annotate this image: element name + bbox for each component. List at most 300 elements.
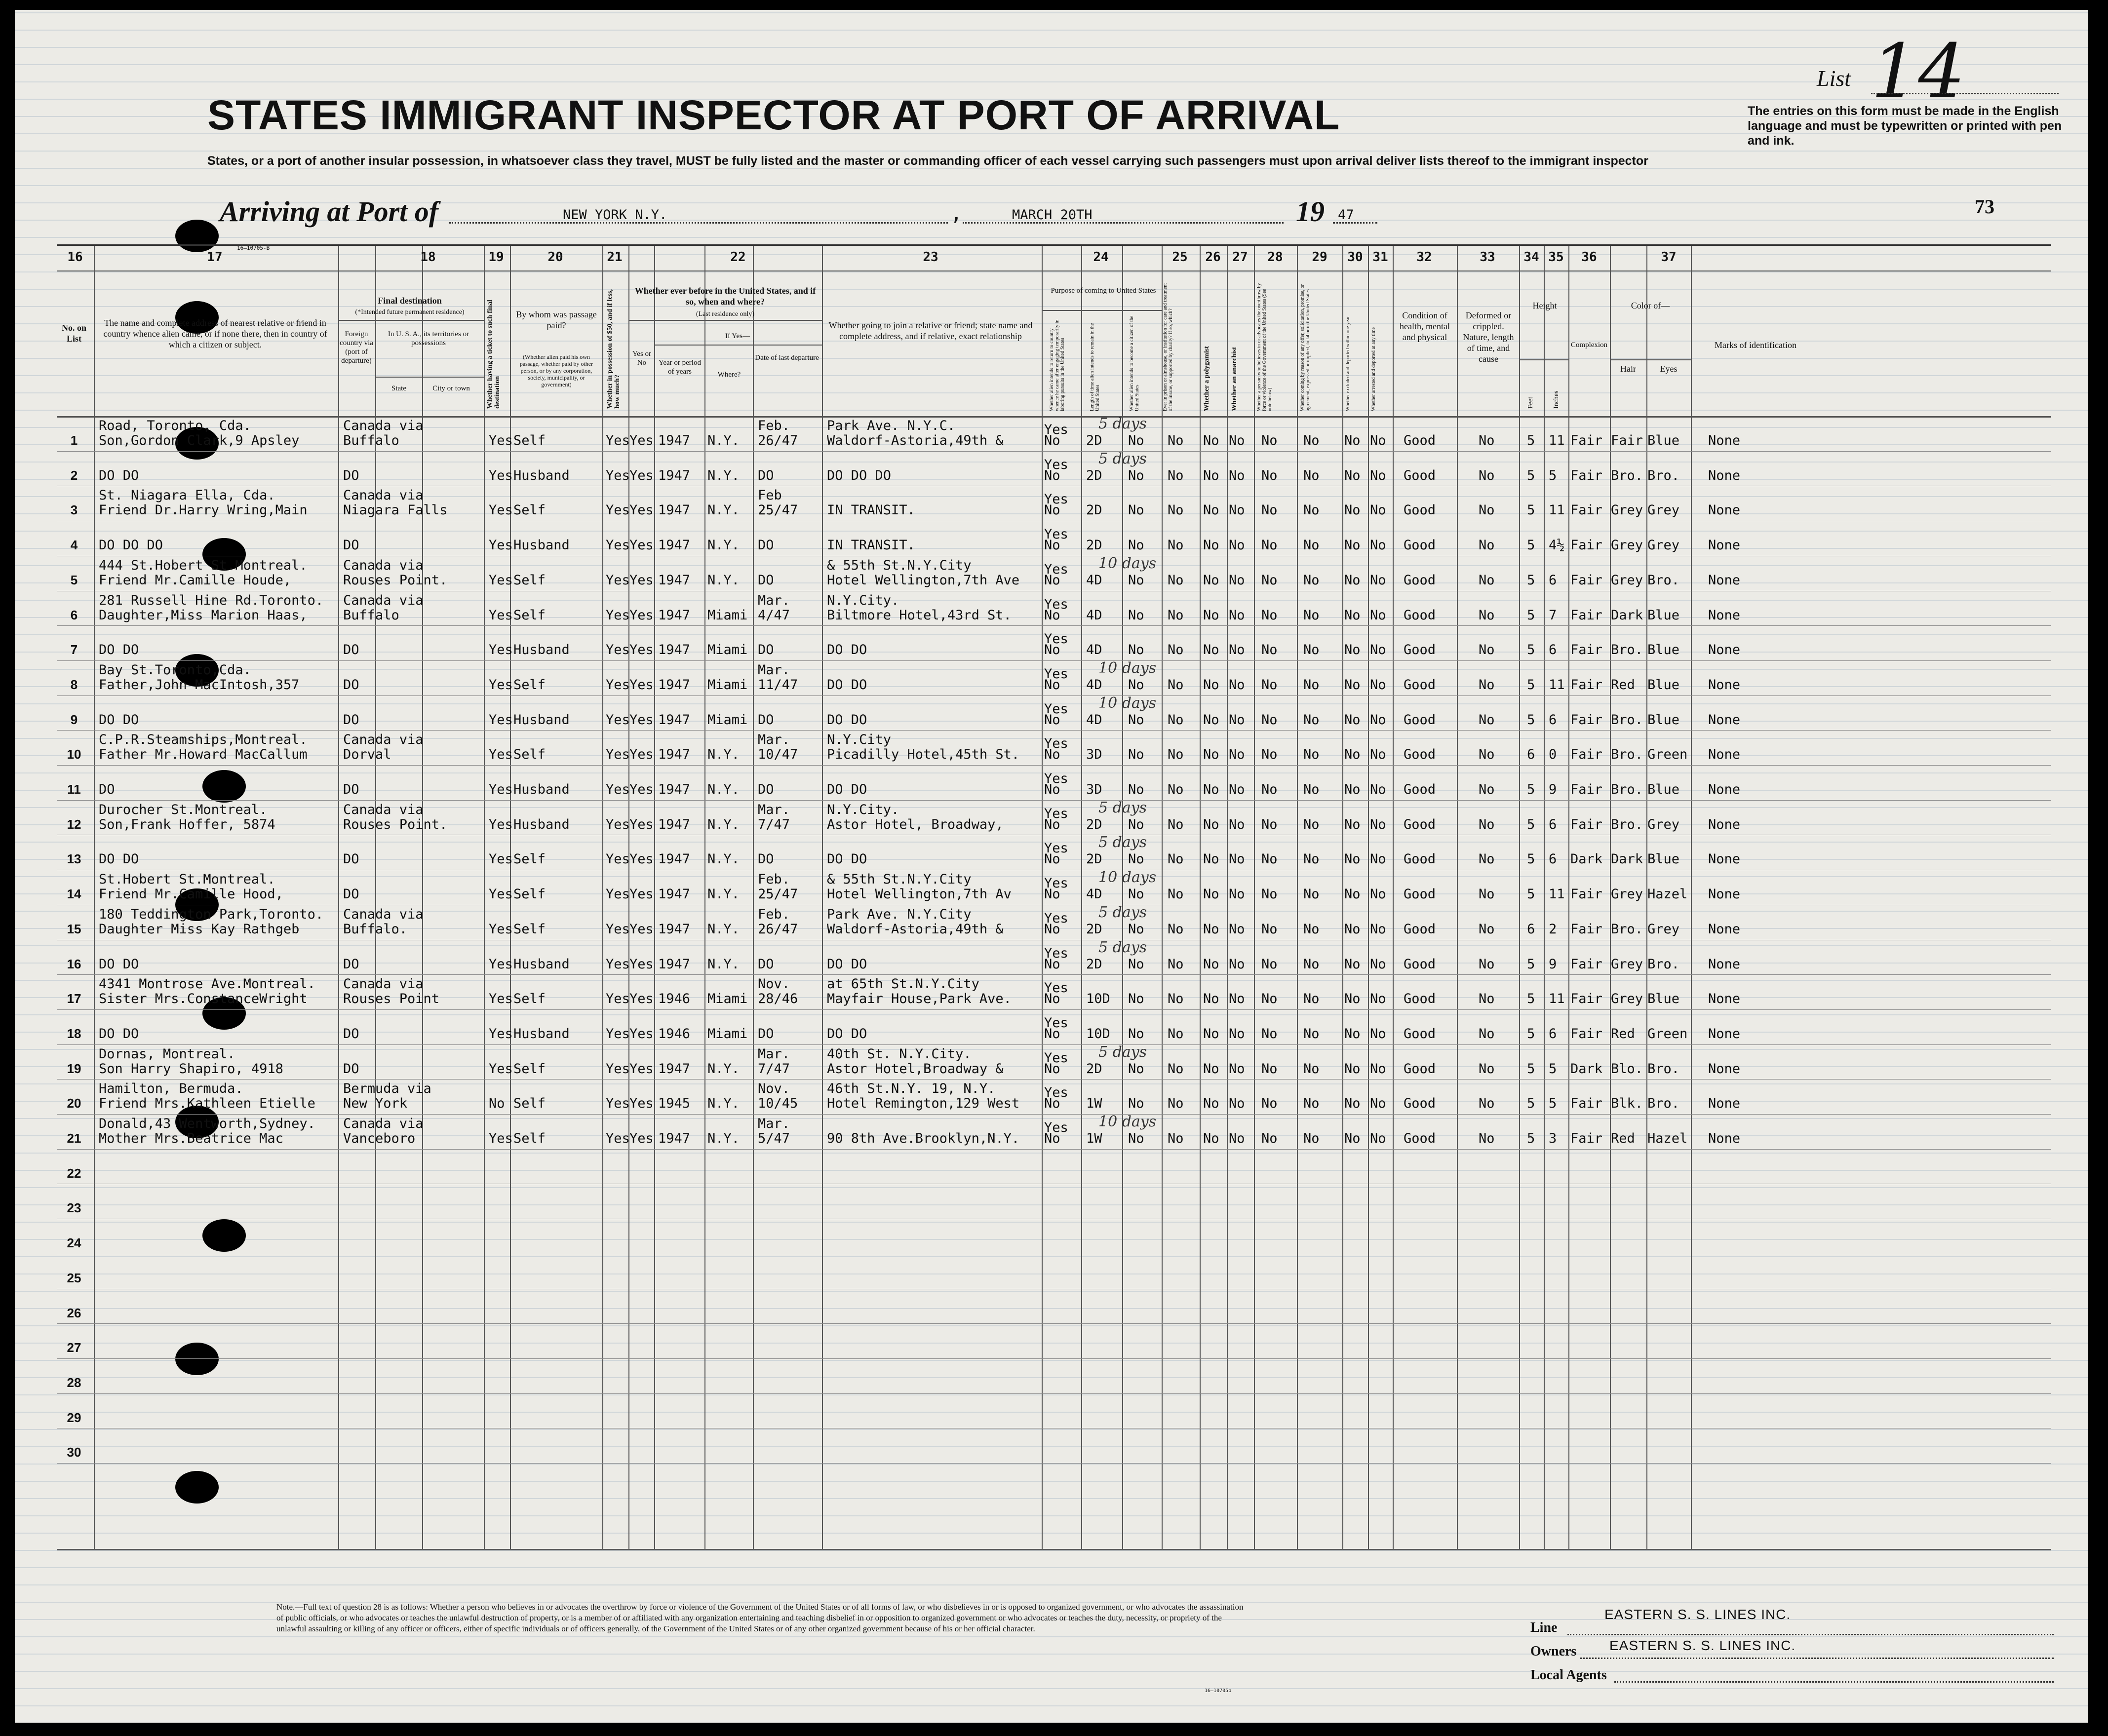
q31-cell: No bbox=[1370, 991, 1386, 1007]
prison-cell: No bbox=[1168, 433, 1184, 448]
row-rule bbox=[57, 1323, 2051, 1324]
passage-paid-cell: Self bbox=[513, 991, 546, 1007]
final-dest-port: Vanceboro bbox=[343, 1131, 416, 1146]
last-departure-month: Mar. bbox=[758, 662, 790, 678]
column-number: 27 bbox=[1232, 250, 1248, 265]
joining-name: Hotel Remington,129 West bbox=[827, 1096, 1020, 1112]
q31-cell: No bbox=[1370, 677, 1386, 693]
before-where-cell: N.Y. bbox=[707, 816, 740, 832]
column-number: 33 bbox=[1480, 250, 1495, 265]
before-year-cell: 1947 bbox=[658, 642, 691, 658]
joining-address: & 55th St.N.Y.City bbox=[827, 557, 972, 573]
relative-name: Son,Gordon Clark,9 Apsley bbox=[99, 433, 300, 448]
before-year-cell: 1946 bbox=[658, 991, 691, 1007]
prison-cell: No bbox=[1168, 712, 1184, 728]
row-number: 8 bbox=[70, 677, 78, 692]
row-rule bbox=[57, 1393, 2051, 1394]
relative-name: DO bbox=[99, 782, 115, 797]
q30-cell: No bbox=[1344, 607, 1361, 623]
row-number: 26 bbox=[67, 1305, 81, 1320]
column-number: 17 bbox=[207, 250, 223, 265]
eyes-cell: Bro. bbox=[1647, 1061, 1680, 1077]
possession-cell: Yes bbox=[606, 502, 630, 518]
complexion-cell: Fair bbox=[1570, 642, 1603, 658]
relative-name: Sister Mrs.ConstanceWright bbox=[99, 991, 308, 1007]
feet-cell: 6 bbox=[1527, 921, 1535, 937]
ticket-cell: Yes bbox=[489, 607, 513, 623]
row-number: 9 bbox=[70, 712, 78, 727]
deformed-cell: No bbox=[1479, 921, 1495, 937]
anarchist-cell: No bbox=[1229, 991, 1245, 1007]
table-row bbox=[57, 521, 2051, 556]
last-departure-date: DO bbox=[758, 467, 774, 483]
table-bottom bbox=[57, 1549, 2051, 1550]
anarchist-cell: No bbox=[1229, 677, 1245, 693]
joining-name: Hotel Wellington,7th Ave bbox=[827, 572, 1020, 588]
citizen-cell: No bbox=[1128, 607, 1144, 623]
health-cell: Good bbox=[1404, 642, 1436, 658]
prison-cell: No bbox=[1168, 502, 1184, 518]
hdr-health: Condition of health, mental and physical bbox=[1400, 310, 1450, 342]
return-cell: Yes bbox=[1044, 561, 1068, 577]
relative-name: DO DO DO bbox=[99, 538, 163, 553]
prison-cell: No bbox=[1168, 572, 1184, 588]
hdr-possession: Whether in possession of $50, and if less, how much? bbox=[606, 289, 621, 409]
return-no-cell: No bbox=[1044, 502, 1060, 518]
passage-paid-cell: Self bbox=[513, 1131, 546, 1146]
before-year-cell: 1947 bbox=[658, 887, 691, 902]
eyes-cell: Grey bbox=[1647, 921, 1680, 937]
row-number: 15 bbox=[67, 921, 81, 936]
feet-cell: 5 bbox=[1527, 642, 1535, 658]
q31-cell: No bbox=[1370, 1026, 1386, 1042]
final-dest-port: Rouses Point. bbox=[343, 816, 448, 832]
row-rule bbox=[57, 1358, 2051, 1359]
feet-cell: 5 bbox=[1527, 956, 1535, 972]
before-yes-no-cell: Yes bbox=[629, 991, 654, 1007]
marks-cell: None bbox=[1708, 1131, 1741, 1146]
before-yes-no-cell: Yes bbox=[629, 433, 654, 448]
citizen-cell: No bbox=[1128, 816, 1144, 832]
row-number: 21 bbox=[67, 1131, 81, 1146]
before-year-cell: 1947 bbox=[658, 921, 691, 937]
q30-cell: No bbox=[1344, 433, 1361, 448]
list-line bbox=[1871, 93, 2059, 94]
column-number: 19 bbox=[488, 250, 504, 265]
marks-cell: None bbox=[1708, 816, 1741, 832]
return-cell: Yes bbox=[1044, 806, 1068, 821]
complexion-cell: Dark bbox=[1570, 1061, 1603, 1077]
passage-paid-cell: Self bbox=[513, 433, 546, 448]
owners-rule bbox=[1580, 1658, 2054, 1659]
length-cell: 4D bbox=[1086, 887, 1102, 902]
hair-cell: Fair bbox=[1611, 433, 1643, 448]
hdr-purpose-return: Whether alien intends to return to country whence he came after engaging temporarily in laboring pursuits in the United States bbox=[1049, 319, 1065, 411]
question-28-note: Note.—Full text of question 28 is as follows: Whether a person who believes in or advocates the overthrow by force or violence of the Government of the United States or of all forms of law, or who disbelieves in or is opposed to organized government, or who advocates the assassination of public officials, or who advocates or teaches the unlawful destruction of property, or is a member of or affiliated with any organization entertaining and teaching disbelief in or opposition to organized government or who advocates or teaches the duty, necessity, or propriety of the unlawful assaulting or killing of any officer or officers, either of specific individuals or of officers generally, of the Government of the United States or of any other organized government because of his or her official character. bbox=[276, 1602, 1244, 1633]
q28-cell: No bbox=[1261, 782, 1278, 797]
manifest-table bbox=[57, 244, 2051, 1549]
joining-name: DO DO bbox=[827, 956, 867, 972]
deformed-cell: No bbox=[1479, 538, 1495, 553]
anarchist-cell: No bbox=[1229, 956, 1245, 972]
before-yes-no-cell: Yes bbox=[629, 712, 654, 728]
q30-cell: No bbox=[1344, 467, 1361, 483]
hdr-relative: The name and complete address of nearest relative or friend in country whence alien came, or if none there, then in country of which a citizen or subject. bbox=[103, 318, 327, 349]
health-cell: Good bbox=[1404, 607, 1436, 623]
relative-name: Father Mr.Howard MacCallum bbox=[99, 747, 308, 763]
before-year-cell: 1947 bbox=[658, 502, 691, 518]
instruction-note: The entries on this form must be made in the English language and must be typewritten or printed with pen and ink. bbox=[1748, 104, 2062, 148]
before-year-cell: 1947 bbox=[658, 747, 691, 763]
hair-cell: Bro. bbox=[1611, 921, 1643, 937]
eyes-cell: Bro. bbox=[1647, 572, 1680, 588]
return-no-cell: No bbox=[1044, 467, 1060, 483]
line-value-top: EASTERN S. S. LINES INC. bbox=[1604, 1607, 1791, 1622]
q28-cell: No bbox=[1261, 851, 1278, 867]
feet-cell: 5 bbox=[1527, 538, 1535, 553]
row-number: 12 bbox=[67, 816, 81, 832]
marks-cell: None bbox=[1708, 467, 1741, 483]
anarchist-cell: No bbox=[1229, 887, 1245, 902]
return-cell: Yes bbox=[1044, 1085, 1068, 1101]
hair-cell: Bro. bbox=[1611, 816, 1643, 832]
anarchist-cell: No bbox=[1229, 467, 1245, 483]
relative-address: St. Niagara Ella, Cda. bbox=[99, 488, 275, 503]
possession-cell: Yes bbox=[606, 712, 630, 728]
relative-name: Daughter,Miss Marion Haas, bbox=[99, 607, 308, 623]
marks-cell: None bbox=[1708, 607, 1741, 623]
eyes-cell: Grey bbox=[1647, 816, 1680, 832]
return-no-cell: No bbox=[1044, 956, 1060, 972]
q29-cell: No bbox=[1303, 538, 1320, 553]
return-cell: Yes bbox=[1044, 736, 1068, 752]
column-number: 24 bbox=[1093, 250, 1109, 265]
joining-name: Biltmore Hotel,43rd St. bbox=[827, 607, 1012, 623]
hdr-passage-sub: (Whether alien paid his own passage, whether paid by other person, or by any corporation, society, municipality, or government) bbox=[519, 353, 593, 388]
last-departure-date: DO bbox=[758, 642, 774, 658]
q31-cell: No bbox=[1370, 816, 1386, 832]
before-yes-no-cell: Yes bbox=[629, 467, 654, 483]
q29-cell: No bbox=[1303, 887, 1320, 902]
health-cell: Good bbox=[1404, 1026, 1436, 1042]
q28-cell: No bbox=[1261, 1026, 1278, 1042]
ticket-cell: Yes bbox=[489, 502, 513, 518]
final-dest-port: Dorval bbox=[343, 747, 391, 763]
hdr-q31: Whether arrested and deported at any time bbox=[1371, 327, 1376, 411]
page-title: STATES IMMIGRANT INSPECTOR AT PORT OF ARRIVAL bbox=[207, 92, 1340, 138]
passage-paid-cell: Husband bbox=[513, 956, 570, 972]
health-cell: Good bbox=[1404, 782, 1436, 797]
before-year-cell: 1945 bbox=[658, 1096, 691, 1112]
complexion-cell: Fair bbox=[1570, 467, 1603, 483]
deformed-cell: No bbox=[1479, 642, 1495, 658]
table-row bbox=[57, 1079, 2051, 1114]
before-where-cell: N.Y. bbox=[707, 1096, 740, 1112]
subheader-rule bbox=[1610, 359, 1691, 360]
length-cell: 1W bbox=[1086, 1096, 1102, 1112]
complexion-cell: Fair bbox=[1570, 572, 1603, 588]
length-handwritten: 10 days bbox=[1098, 694, 1157, 712]
hdr-if-yes: If Yes— bbox=[725, 332, 750, 340]
ticket-cell: Yes bbox=[489, 467, 513, 483]
feet-cell: 5 bbox=[1527, 887, 1535, 902]
before-year-cell: 1947 bbox=[658, 1131, 691, 1146]
anarchist-cell: No bbox=[1229, 538, 1245, 553]
complexion-cell: Fair bbox=[1570, 502, 1603, 518]
citizen-cell: No bbox=[1128, 1096, 1144, 1112]
return-no-cell: No bbox=[1044, 747, 1060, 763]
q28-cell: No bbox=[1261, 991, 1278, 1007]
final-dest-via: Canada via bbox=[343, 802, 424, 817]
eyes-cell: Bro. bbox=[1647, 956, 1680, 972]
q28-cell: No bbox=[1261, 502, 1278, 518]
row-number: 25 bbox=[67, 1270, 81, 1285]
possession-cell: Yes bbox=[606, 1131, 630, 1146]
subheader-rule bbox=[375, 377, 484, 378]
hdr-inches: Inches bbox=[1553, 390, 1560, 409]
feet-cell: 5 bbox=[1527, 1026, 1535, 1042]
ticket-cell: Yes bbox=[489, 1131, 513, 1146]
joining-address: N.Y.City bbox=[827, 732, 892, 748]
final-dest-port: Niagara Falls bbox=[343, 502, 448, 518]
q31-cell: No bbox=[1370, 572, 1386, 588]
arriving-label: Arriving at Port of bbox=[220, 195, 439, 228]
table-row bbox=[57, 905, 2051, 940]
citizen-cell: No bbox=[1128, 467, 1144, 483]
table-row bbox=[57, 870, 2051, 905]
joining-name: DO DO bbox=[827, 712, 867, 728]
marks-cell: None bbox=[1708, 538, 1741, 553]
anarchist-cell: No bbox=[1229, 642, 1245, 658]
joining-name: DO DO bbox=[827, 1026, 867, 1042]
relative-name: Mother Mrs.Beatrice Mac bbox=[99, 1131, 283, 1146]
q30-cell: No bbox=[1344, 887, 1361, 902]
row-number: 5 bbox=[70, 572, 78, 587]
relative-name: DO DO bbox=[99, 642, 139, 658]
citizen-cell: No bbox=[1128, 956, 1144, 972]
last-departure-date: 4/47 bbox=[758, 607, 790, 623]
column-number: 20 bbox=[547, 250, 563, 265]
row-rule bbox=[57, 1463, 2051, 1464]
return-cell: Yes bbox=[1044, 631, 1068, 647]
return-no-cell: No bbox=[1044, 887, 1060, 902]
relative-address: C.P.R.Steamships,Montreal. bbox=[99, 732, 308, 748]
possession-cell: Yes bbox=[606, 538, 630, 553]
page-number: 73 bbox=[1975, 195, 1994, 218]
hair-cell: Dark bbox=[1611, 851, 1643, 867]
citizen-cell: No bbox=[1128, 887, 1144, 902]
polygamist-cell: No bbox=[1203, 712, 1219, 728]
q29-cell: No bbox=[1303, 433, 1320, 448]
q31-cell: No bbox=[1370, 1061, 1386, 1077]
length-cell: 4D bbox=[1086, 642, 1102, 658]
health-cell: Good bbox=[1404, 1131, 1436, 1146]
passage-paid-cell: Husband bbox=[513, 467, 570, 483]
relative-address: 180 Teddington Park,Toronto. bbox=[99, 906, 324, 922]
relative-name: Son,Frank Hoffer, 5874 bbox=[99, 816, 275, 832]
relative-address: Bay St.Toronto,Cda. bbox=[99, 662, 251, 678]
polygamist-cell: No bbox=[1203, 467, 1219, 483]
health-cell: Good bbox=[1404, 991, 1436, 1007]
length-cell: 2D bbox=[1086, 851, 1102, 867]
ticket-cell: Yes bbox=[489, 747, 513, 763]
before-where-cell: Miami bbox=[707, 1026, 748, 1042]
relative-name: DO DO bbox=[99, 956, 139, 972]
health-cell: Good bbox=[1404, 502, 1436, 518]
final-dest-port: DO bbox=[343, 887, 359, 902]
q28-cell: No bbox=[1261, 677, 1278, 693]
joining-name: Astor Hotel, Broadway, bbox=[827, 816, 1004, 832]
subheader-rule bbox=[628, 320, 822, 321]
year-suffix: 47 bbox=[1338, 207, 1354, 223]
length-handwritten: 10 days bbox=[1098, 869, 1157, 887]
marks-cell: None bbox=[1708, 956, 1741, 972]
marks-cell: None bbox=[1708, 502, 1741, 518]
column-number: 30 bbox=[1347, 250, 1363, 265]
hair-cell: Blo. bbox=[1611, 1061, 1643, 1077]
table-row bbox=[57, 1009, 2051, 1044]
q30-cell: No bbox=[1344, 851, 1361, 867]
citizen-cell: No bbox=[1128, 538, 1144, 553]
column-number: 25 bbox=[1172, 250, 1188, 265]
q29-cell: No bbox=[1303, 782, 1320, 797]
table-row bbox=[57, 835, 2051, 870]
before-yes-no-cell: Yes bbox=[629, 1096, 654, 1112]
hdr-last-departure: Date of last departure bbox=[755, 354, 819, 362]
q28-cell: No bbox=[1261, 433, 1278, 448]
passage-paid-cell: Husband bbox=[513, 712, 570, 728]
before-year-cell: 1947 bbox=[658, 677, 691, 693]
joining-name: 90 8th Ave.Brooklyn,N.Y. bbox=[827, 1131, 1020, 1146]
relative-name: Daughter Miss Kay Rathgeb bbox=[99, 921, 300, 937]
last-departure-month: Feb bbox=[758, 488, 782, 503]
deformed-cell: No bbox=[1479, 816, 1495, 832]
before-yes-no-cell: Yes bbox=[629, 851, 654, 867]
polygamist-cell: No bbox=[1203, 747, 1219, 763]
column-number: 16 bbox=[67, 250, 83, 265]
final-dest-port: DO bbox=[343, 467, 359, 483]
prison-cell: No bbox=[1168, 887, 1184, 902]
hdr-anarchist: Whether an anarchist bbox=[1231, 347, 1238, 411]
passage-paid-cell: Self bbox=[513, 921, 546, 937]
anarchist-cell: No bbox=[1229, 782, 1245, 797]
length-cell: 2D bbox=[1086, 467, 1102, 483]
inches-cell: 5 bbox=[1549, 1061, 1557, 1077]
q31-cell: No bbox=[1370, 1131, 1386, 1146]
table-row bbox=[57, 451, 2051, 486]
row-number: 3 bbox=[70, 502, 78, 518]
prison-cell: No bbox=[1168, 956, 1184, 972]
passage-paid-cell: Husband bbox=[513, 1026, 570, 1042]
inches-cell: 11 bbox=[1549, 887, 1565, 902]
length-handwritten: 10 days bbox=[1098, 554, 1157, 572]
before-yes-no-cell: Yes bbox=[629, 956, 654, 972]
polygamist-cell: No bbox=[1203, 677, 1219, 693]
table-row bbox=[57, 765, 2051, 800]
passage-paid-cell: Self bbox=[513, 887, 546, 902]
inches-cell: 3 bbox=[1549, 1131, 1557, 1146]
eyes-cell: Blue bbox=[1647, 607, 1680, 623]
anarchist-cell: No bbox=[1229, 433, 1245, 448]
relative-name: Friend Dr.Harry Wring,Main bbox=[99, 502, 308, 518]
prison-cell: No bbox=[1168, 538, 1184, 553]
inches-cell: 2 bbox=[1549, 921, 1557, 937]
joining-address: N.Y.City. bbox=[827, 592, 899, 608]
last-departure-month: Feb. bbox=[758, 418, 790, 433]
inches-cell: 11 bbox=[1549, 677, 1565, 693]
eyes-cell: Blue bbox=[1647, 782, 1680, 797]
row-number: 11 bbox=[67, 782, 81, 797]
q30-cell: No bbox=[1344, 782, 1361, 797]
health-cell: Good bbox=[1404, 538, 1436, 553]
before-yes-no-cell: Yes bbox=[629, 502, 654, 518]
agents-label: Local Agents bbox=[1530, 1667, 1607, 1683]
list-number: 14 bbox=[1871, 29, 1965, 115]
final-dest-port: Buffalo bbox=[343, 433, 399, 448]
complexion-cell: Fair bbox=[1570, 991, 1603, 1007]
length-handwritten: 5 days bbox=[1098, 799, 1147, 816]
complexion-cell: Fair bbox=[1570, 1096, 1603, 1112]
joining-address: & 55th St.N.Y.City bbox=[827, 872, 972, 887]
before-where-cell: Miami bbox=[707, 991, 748, 1007]
return-no-cell: No bbox=[1044, 1131, 1060, 1146]
return-cell: Yes bbox=[1044, 980, 1068, 996]
table-row bbox=[57, 1114, 2051, 1149]
joining-address: N.Y.City. bbox=[827, 802, 899, 817]
health-cell: Good bbox=[1404, 816, 1436, 832]
before-year-cell: 1947 bbox=[658, 467, 691, 483]
final-dest-via: Canada via bbox=[343, 1116, 424, 1131]
row-number: 16 bbox=[67, 956, 81, 971]
hdr-foreign-country: Foreign country via (port of departure) bbox=[340, 330, 373, 365]
before-year-cell: 1947 bbox=[658, 433, 691, 448]
q29-cell: No bbox=[1303, 467, 1320, 483]
deformed-cell: No bbox=[1479, 467, 1495, 483]
return-cell: Yes bbox=[1044, 771, 1068, 786]
last-departure-date: 26/47 bbox=[758, 921, 798, 937]
row-number: 4 bbox=[70, 538, 78, 553]
q31-cell: No bbox=[1370, 607, 1386, 623]
last-departure-date: 26/47 bbox=[758, 433, 798, 448]
q30-cell: No bbox=[1344, 921, 1361, 937]
q30-cell: No bbox=[1344, 572, 1361, 588]
hair-cell: Grey bbox=[1611, 956, 1643, 972]
before-where-cell: Miami bbox=[707, 677, 748, 693]
last-departure-month: Mar. bbox=[758, 1116, 790, 1131]
polygamist-cell: No bbox=[1203, 642, 1219, 658]
date-line bbox=[963, 222, 1284, 224]
hdr-hair: Hair bbox=[1620, 364, 1636, 374]
ticket-cell: Yes bbox=[489, 1061, 513, 1077]
final-dest-port: DO bbox=[343, 677, 359, 693]
q29-cell: No bbox=[1303, 991, 1320, 1007]
relative-address: Hamilton, Bermuda. bbox=[99, 1081, 243, 1097]
passage-paid-cell: Self bbox=[513, 677, 546, 693]
q28-cell: No bbox=[1261, 816, 1278, 832]
marks-cell: None bbox=[1708, 991, 1741, 1007]
return-cell: Yes bbox=[1044, 457, 1068, 472]
before-where-cell: N.Y. bbox=[707, 502, 740, 518]
hdr-marks: Marks of identification bbox=[1715, 340, 1796, 350]
q29-cell: No bbox=[1303, 677, 1320, 693]
citizen-cell: No bbox=[1128, 747, 1144, 763]
last-departure-month: Mar. bbox=[758, 1046, 790, 1062]
ticket-cell: Yes bbox=[489, 991, 513, 1007]
before-yes-no-cell: Yes bbox=[629, 607, 654, 623]
prison-cell: No bbox=[1168, 991, 1184, 1007]
citizen-cell: No bbox=[1128, 1131, 1144, 1146]
hdr-passage: By whom was passage paid? bbox=[516, 309, 597, 330]
